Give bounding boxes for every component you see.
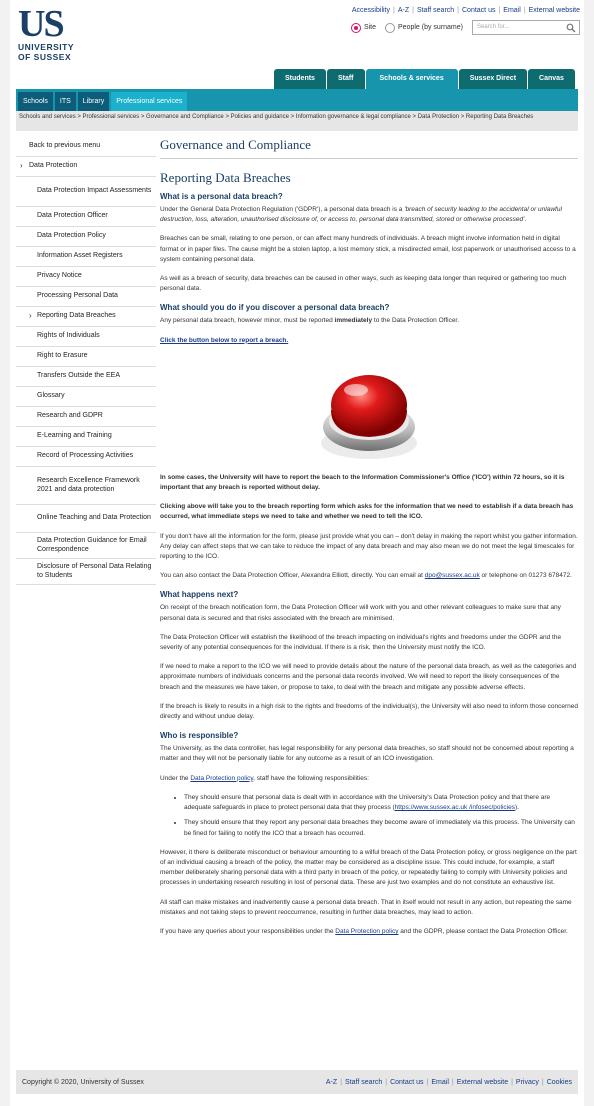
tab-schools-services[interactable]: Schools & services: [366, 69, 458, 89]
sidebar-item-label: Research Excellence Framework 2021 and data protection: [37, 477, 140, 493]
paragraph: If we need to make a report to the ICO we will need to provide details about the nature of the personal data breach, as well as the categories and approximate numbers of individuals concerns and the personal data records involved. We will need to report the likely consequences of the breach and the measures we have taken, or propose to take, to deal with the breach and mitigate any possible adverse effects.: [160, 663, 577, 691]
paragraph: [160, 571, 578, 581]
link-accessibility[interactable]: Accessibility: [351, 7, 390, 14]
sidebar-item-iar[interactable]: [16, 247, 156, 267]
sidebar-item-label: Data Protection Officer: [37, 212, 108, 220]
search-placeholder: Search for...: [477, 24, 510, 30]
sidebar-item-reporting-breaches[interactable]: [16, 307, 156, 327]
infosec-policies-link[interactable]: https://www.sussex.ac.uk /infosec/policies: [394, 804, 515, 812]
text: If you have any queries about your responsibilities under the: [160, 927, 336, 935]
sidebar-item-label: Data Protection Policy: [37, 232, 106, 240]
tab-students[interactable]: Students: [274, 69, 326, 89]
paragraph: [160, 205, 578, 225]
separator: |: [426, 1078, 429, 1086]
footer-link-external-website[interactable]: External website: [456, 1078, 509, 1086]
paragraph: Breaches can be small, relating to one person, or can affect many hundreds of individuals. A breach might involve information held in digital format or in paper files. The cause might be a stolen laptop, a lost memory stick, a misdirected email, lost paperwork or unauthorised access to a system containing personal data.: [160, 235, 576, 263]
paragraph: All staff can make mistakes and inadvertently cause a personal data breach. That in itself would not result in any action, but repeating the same mistakes and not taking steps to prevent reoccurrence, resulting in further data breaches, may lead to action.: [160, 898, 572, 916]
separator: |: [340, 1078, 343, 1086]
main-tabs: [273, 69, 575, 89]
chevron-right-icon: ›: [29, 311, 32, 321]
tab-sussex-direct[interactable]: Sussex Direct: [459, 69, 527, 89]
sidebar-item-label: Data Protection Guidance for Email Correspondence: [37, 537, 147, 553]
dpo-email-link[interactable]: dpo@sussex.ac.uk: [424, 572, 480, 580]
university-logo[interactable]: [18, 3, 75, 62]
page: [10, 0, 584, 1106]
text: You can also contact the Data Protection Officer, Alexandra Elliott, directly. You can email at: [160, 572, 425, 580]
sidebar-item-privacy-notice[interactable]: [16, 267, 156, 287]
sidebar-item-label: Research and GDPR: [37, 412, 103, 420]
sidebar-item-label: Transfers Outside the EEA: [37, 372, 120, 380]
sidebar-back[interactable]: [16, 137, 156, 157]
search-input[interactable]: [472, 20, 580, 35]
text: , staff have the following responsibilities:: [253, 774, 369, 782]
chevron-right-icon: ›: [20, 161, 23, 171]
link-external-website[interactable]: External website: [528, 7, 580, 14]
separator: |: [457, 7, 459, 14]
report-breach-link[interactable]: Click the button below to report a breach.: [160, 336, 289, 344]
paragraph-ico-72-hours: In some cases, the University will have to report the beach to the Information Commissioner's Office ('ICO') within 72 hours, so it is important that any breach is reported without delay.: [160, 473, 565, 492]
paragraph: The University, as the data controller, has legal responsibility for any personal data breaches, so staff should not be concerned about reporting a matter and they will not be personally liable for any outcome as a result of an ICO investigation.: [160, 745, 574, 763]
sidebar-item-glossary[interactable]: [16, 387, 156, 407]
footer-link-staff-search[interactable]: Staff search: [345, 1078, 383, 1086]
link-contact-us[interactable]: Contact us: [462, 7, 496, 14]
sidebar-item-label: Right to Erasure: [37, 352, 88, 360]
red-button-icon[interactable]: [304, 355, 434, 467]
sidebar-item-label: Reporting Data Breaches: [37, 312, 116, 320]
text: Any personal data breach, however minor, must be reported: [160, 317, 335, 325]
list-item: • They should ensure that they report any personal data breaches they become aware of immediately via this process. The University can be fined for failing to notify the ICO that a breach has occurred.: [184, 818, 578, 838]
sidebar-item-elearning[interactable]: [16, 427, 156, 447]
footer-link-privacy[interactable]: Privacy: [515, 1078, 539, 1086]
breadcrumb[interactable]: Schools and services > Professional services > Governance and Compliance > Policies and guidance > Information governance & legal compliance > Data Protection > Reporting Data Breaches: [16, 111, 578, 131]
link-a-z[interactable]: A-Z: [397, 7, 410, 14]
subtab-professional-services[interactable]: Professional services: [111, 92, 187, 111]
footer-link-contact-us[interactable]: Contact us: [390, 1078, 424, 1086]
sidebar-item-disclosure[interactable]: [16, 559, 156, 585]
copyright: Copyright © 2020, University of Sussex: [22, 1078, 144, 1086]
sidebar-item-dp-policy[interactable]: [16, 227, 156, 247]
search-icon[interactable]: [566, 23, 576, 33]
sidebar-item-data-protection[interactable]: [16, 157, 156, 177]
sidebar-item-processing[interactable]: [16, 287, 156, 307]
sidebar-item-label: Online Teaching and Data Protection: [37, 514, 151, 522]
sidebar-item-transfers[interactable]: [16, 367, 156, 387]
utility-links: [352, 7, 580, 14]
paragraph: If the breach is likely to results in a high risk to the rights and freedoms of the individual(s), the University will also need to inform those concerned directly and without undue delay.: [160, 702, 579, 721]
sidebar-item-label: Processing Personal Data: [37, 292, 118, 300]
sidebar: [16, 137, 156, 585]
dp-policy-link[interactable]: Data Protection policy: [190, 774, 254, 782]
sidebar-item-label: Data Protection: [29, 162, 78, 170]
sub-tabs: [18, 92, 189, 111]
heading-what-is-breach: What is a personal data breach?: [160, 192, 283, 201]
separator: |: [498, 7, 501, 14]
heading-discover: What should you do if you discover a personal data breach?: [160, 303, 390, 313]
sidebar-item-research-gdpr[interactable]: [16, 407, 156, 427]
paragraph: If you don't have all the information for the form, please just provide what you can – don't delay in making the report whilst you gather information. Any delay can affect steps that we can take to reduce the impact of any data breach and may also mean we do not meet the legal timescales for reporting to the ICO.: [160, 532, 578, 561]
text-bold: immediately: [334, 317, 373, 325]
separator: |: [523, 7, 526, 14]
sidebar-item-ropa[interactable]: [16, 447, 156, 467]
sidebar-item-label: E-Learning and Training: [37, 432, 112, 440]
paragraph: [160, 774, 578, 784]
heading-what-next: What happens next?: [160, 590, 239, 600]
main-content: [160, 137, 578, 946]
sidebar-item-ref[interactable]: [16, 467, 156, 505]
sidebar-item-dpia[interactable]: [16, 177, 156, 207]
tab-canvas[interactable]: Canvas: [528, 69, 575, 89]
text: or telephone on 01273 678472.: [479, 572, 572, 580]
sidebar-item-dpo[interactable]: [16, 207, 156, 227]
link-staff-search[interactable]: Staff search: [416, 7, 455, 14]
footer-link-a-z[interactable]: A-Z: [325, 1078, 338, 1086]
sidebar-item-label: Data Protection Impact Assessments: [37, 187, 152, 195]
sidebar-item-label: Information Asset Registers: [37, 252, 123, 260]
list-item: [184, 793, 578, 813]
responsibilities-list: [184, 793, 578, 839]
separator: |: [451, 1078, 454, 1086]
logo-line-1: UNIVERSITY: [18, 42, 75, 52]
paragraph: [160, 927, 578, 937]
paragraph: [160, 336, 578, 346]
sidebar-item-label: Glossary: [37, 392, 65, 400]
paragraph-clicking-above: Clicking above will take you to the breach reporting form which asks for the information that we need to establish if a data breach has occurred, what immediate steps we need to take and whether we need to tell the ICO.: [160, 503, 574, 521]
logo-line-2: OF SUSSEX: [18, 51, 72, 62]
paragraph: As well as a breach of security, data breaches can be caused in other ways, such as keeping data longer than required or gathering too much personal data.: [160, 275, 567, 293]
page-title: Reporting Data Breaches: [160, 170, 291, 185]
link-email[interactable]: Email: [503, 7, 521, 14]
radio-site[interactable]: [351, 23, 361, 33]
sidebar-item-rights[interactable]: [16, 327, 156, 347]
tab-staff[interactable]: Staff: [327, 69, 365, 89]
radio-people[interactable]: [385, 23, 395, 33]
separator: |: [385, 1078, 388, 1086]
heading-responsible: Who is responsible?: [160, 731, 239, 741]
separator: |: [511, 1078, 513, 1086]
sidebar-back-label: Back to previous menu: [29, 142, 101, 150]
text: .: [524, 216, 527, 224]
paragraph: On receipt of the breach notification form, the Data Protection Officer will work with you and other relevant colleagues to make sure that any personal data is secured and that risks associated with the breach are minimised.: [160, 604, 561, 622]
footer: [16, 1070, 578, 1094]
text-italic: 'breach of security leading to the accidental or unlawful destruction, loss, alteration, unauthorised disclosure of, or access to, personal data transmitted, stored or otherwise processed': [160, 206, 562, 224]
footer-links: [326, 1079, 572, 1086]
footer-link-email[interactable]: Email: [431, 1078, 449, 1086]
sidebar-item-label: Record of Processing Activities: [37, 452, 134, 460]
report-breach-button[interactable]: [160, 355, 578, 467]
separator: |: [412, 7, 414, 14]
logo-us: US: [18, 3, 63, 45]
separator: |: [393, 7, 395, 14]
text: Under the: [160, 774, 191, 782]
sidebar-item-label: Disclosure of Personal Data Relating to Students: [37, 563, 152, 579]
radio-site-label[interactable]: Site: [363, 24, 377, 31]
paragraph: However, it there is deliberate misconduct or behaviour amounting to a wilful breach of the Data Protection policy, or gross negligence on the part of an individual causing a breach of the policy, the matter may be considered as a discipline issue. This could include, for example, a staff member deliberately sharing personal data with a third party in breach of the policy, or repeatedly failing to comply with University policies and processes in undertaking research resulting in lost of personal data. These are just two examples and do not constitute an exhaustive list.: [160, 848, 577, 887]
sidebar-item-online-teaching[interactable]: [16, 505, 156, 533]
separator: |: [541, 1078, 544, 1086]
footer-link-cookies[interactable]: Cookies: [546, 1078, 572, 1086]
text: ).: [514, 804, 519, 812]
sidebar-item-email-guidance[interactable]: [16, 533, 156, 559]
text: to the Data Protection Officer.: [372, 317, 460, 325]
text: Under the General Data Protection Regulation ('GDPR'), a personal data breach is a: [160, 206, 405, 213]
sidebar-item-label: Rights of Individuals: [37, 332, 100, 340]
text: and the GDPR, please contact the Data Protection Officer.: [398, 927, 568, 935]
sidebar-item-erasure[interactable]: [16, 347, 156, 367]
subtab-its[interactable]: ITS: [55, 92, 76, 111]
subtab-library[interactable]: Library: [78, 92, 109, 111]
text: They should ensure that personal data is dealt with in accordance with the University's Data Protection policy and that there are adequate safeguards in place to protect personal data that they process (: [184, 793, 551, 812]
site-title[interactable]: Governance and Compliance: [160, 137, 578, 159]
subtab-schools[interactable]: Schools: [18, 92, 53, 111]
sidebar-item-label: Privacy Notice: [37, 272, 82, 280]
search-bar: [351, 20, 580, 35]
paragraph: The Data Protection Officer will establish the likelihood of the breach impacting on individual's rights and freedoms under the GDPR and the severity of any potential consequences for the individual. If there is a risk, then the University must notify the ICO.: [160, 633, 562, 652]
paragraph: [160, 316, 578, 326]
radio-people-label[interactable]: People (by surname): [398, 24, 463, 31]
dp-policy-link[interactable]: Data Protection policy: [335, 927, 399, 935]
